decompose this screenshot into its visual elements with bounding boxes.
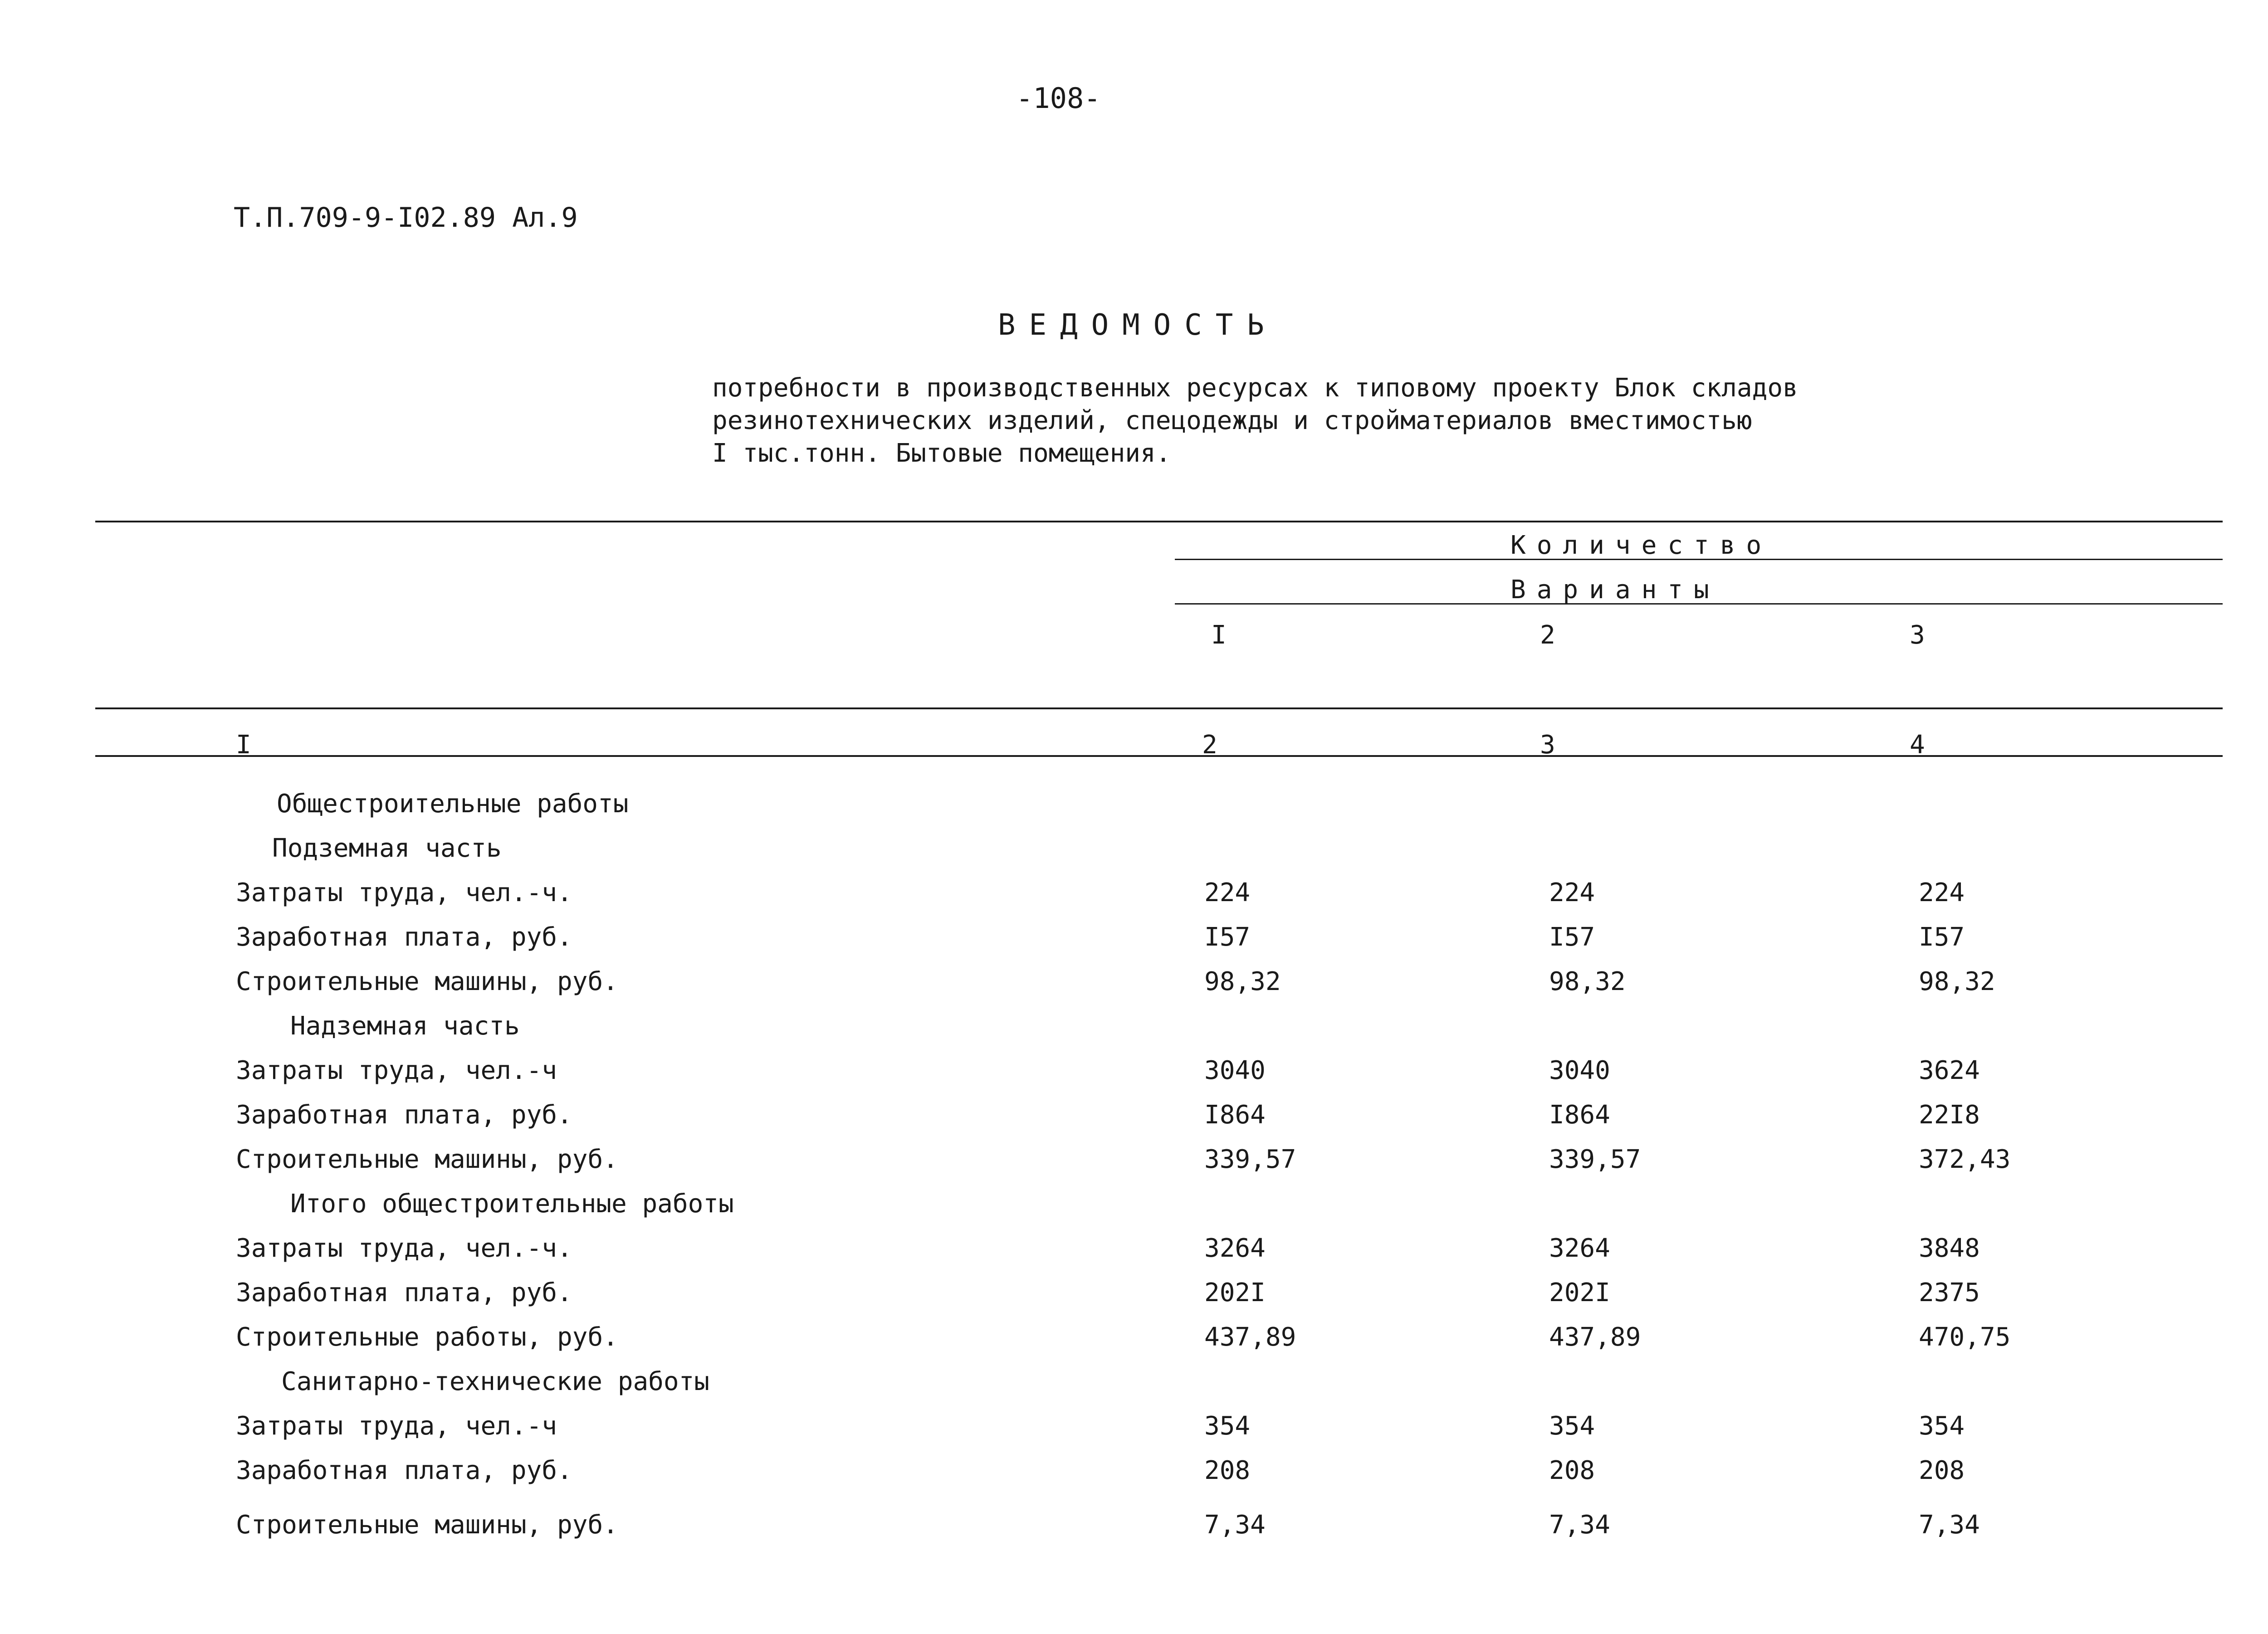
table-cell: I57 [1204, 922, 1251, 952]
table-cell: 3040 [1549, 1056, 1610, 1085]
header-bottom-rule [95, 707, 2223, 709]
table-cell: 98,32 [1204, 967, 1281, 996]
table-cell: 3624 [1919, 1056, 1980, 1085]
table-cell: 202I [1549, 1278, 1610, 1307]
section-heading: Санитарно-технические работы [281, 1367, 710, 1396]
variant-label: I [1211, 620, 1227, 650]
table-cell: 208 [1204, 1456, 1251, 1485]
row-label: Строительные машины, руб. [236, 967, 618, 996]
table-cell: 208 [1549, 1456, 1595, 1485]
table-cell: 354 [1204, 1411, 1251, 1441]
table-cell: 224 [1204, 878, 1251, 907]
table-cell: 7,34 [1919, 1510, 1980, 1540]
table-top-rule [95, 521, 2223, 522]
row-label: Затраты труда, чел.-ч [236, 1411, 557, 1441]
row-label: Строительные машины, руб. [236, 1510, 618, 1540]
table-cell: I864 [1204, 1100, 1266, 1130]
table-cell: 339,57 [1549, 1145, 1641, 1174]
page-number: -108- [1016, 82, 1101, 115]
row-label: Затраты труда, чел.-ч. [236, 1234, 572, 1263]
table-cell: 437,89 [1549, 1322, 1641, 1352]
table-cell: I57 [1919, 922, 1965, 952]
table-cell: 202I [1204, 1278, 1266, 1307]
column-number: I [236, 730, 251, 760]
table-cell: 354 [1919, 1411, 1965, 1441]
table-cell: 208 [1919, 1456, 1965, 1485]
table-cell: 354 [1549, 1411, 1595, 1441]
row-label: Заработная плата, руб. [236, 1278, 572, 1307]
section-heading: Итого общестроительные работы [290, 1189, 734, 1219]
header-variants: Варианты [1510, 575, 1720, 605]
table-cell: 7,34 [1549, 1510, 1610, 1540]
subtitle-line: I тыс.тонн. Бытовые помещения. [712, 439, 1171, 468]
row-label: Строительные работы, руб. [236, 1322, 618, 1352]
table-cell: 98,32 [1919, 967, 1995, 996]
table-cell: 3264 [1549, 1234, 1610, 1263]
table-cell: I57 [1549, 922, 1595, 952]
column-number: 2 [1202, 730, 1217, 760]
table-cell: 224 [1549, 878, 1595, 907]
row-label: Заработная плата, руб. [236, 1100, 572, 1130]
table-cell: 224 [1919, 878, 1965, 907]
row-label: Заработная плата, руб. [236, 922, 572, 952]
table-cell: 22I8 [1919, 1100, 1980, 1130]
subtitle-line: резинотехнических изделий, спецодежды и стройматериалов вместимостью [712, 406, 1752, 435]
row-label: Заработная плата, руб. [236, 1456, 572, 1485]
row-label: Затраты труда, чел.-ч. [236, 878, 572, 907]
table-cell: 98,32 [1549, 967, 1626, 996]
table-cell: I864 [1549, 1100, 1610, 1130]
table-cell: 3040 [1204, 1056, 1266, 1085]
section-heading: Подземная часть [272, 834, 502, 863]
column-number: 3 [1540, 730, 1555, 760]
section-heading: Надземная часть [290, 1011, 520, 1041]
row-label: Затраты труда, чел.-ч [236, 1056, 557, 1085]
column-numbers-rule [95, 755, 2223, 757]
variant-label: 2 [1540, 620, 1555, 650]
table-cell: 2375 [1919, 1278, 1980, 1307]
document-title: ВЕДОМОСТЬ [998, 308, 1278, 342]
document-code: Т.П.709-9-I02.89 Ал.9 [234, 202, 578, 234]
table-cell: 372,43 [1919, 1145, 2011, 1174]
subtitle-line: потребности в производственных ресурсах к типовому проекту Блок складов [712, 373, 1798, 403]
variant-label: 3 [1910, 620, 1925, 650]
table-cell: 470,75 [1919, 1322, 2011, 1352]
header-quantity: Количество [1510, 531, 1773, 560]
section-heading: Общестроительные работы [277, 789, 629, 819]
table-cell: 339,57 [1204, 1145, 1296, 1174]
table-cell: 3264 [1204, 1234, 1266, 1263]
row-label: Строительные машины, руб. [236, 1145, 618, 1174]
column-number: 4 [1910, 730, 1925, 760]
table-cell: 3848 [1919, 1234, 1980, 1263]
table-cell: 437,89 [1204, 1322, 1296, 1352]
table-cell: 7,34 [1204, 1510, 1266, 1540]
document-subtitle [712, 372, 1798, 470]
